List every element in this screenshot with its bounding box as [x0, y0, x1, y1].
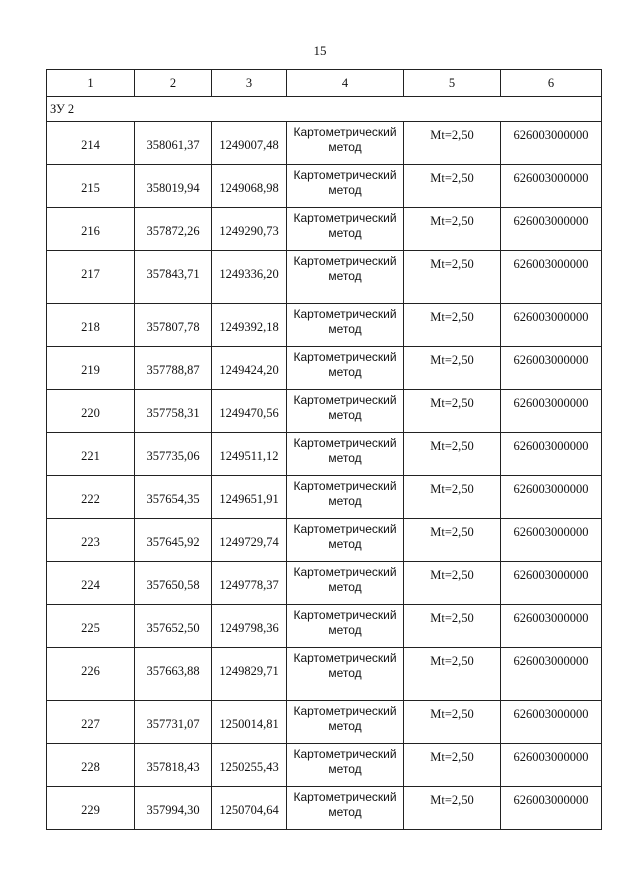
method-line-2: метод [328, 719, 362, 733]
accuracy-value: Mt=2,50 [430, 310, 474, 324]
table-row [47, 390, 602, 433]
section-row [47, 97, 602, 122]
point-number: 218 [81, 320, 100, 334]
accuracy-cell [404, 562, 501, 605]
y-coordinate-cell [212, 347, 287, 390]
accuracy-value: Mt=2,50 [430, 793, 474, 807]
code-cell [501, 476, 602, 519]
method-cell [287, 304, 404, 347]
code-cell [501, 648, 602, 701]
point-number: 221 [81, 449, 100, 463]
code-cell [501, 304, 602, 347]
accuracy-cell [404, 605, 501, 648]
point-number: 229 [81, 803, 100, 817]
code-cell [501, 562, 602, 605]
code-cell [501, 433, 602, 476]
point-number-cell [47, 562, 135, 605]
accuracy-value: Mt=2,50 [430, 750, 474, 764]
method-cell [287, 433, 404, 476]
x-coordinate-cell [135, 347, 212, 390]
point-number-cell [47, 433, 135, 476]
code-cell [501, 744, 602, 787]
method-line-2: метод [328, 537, 362, 551]
y-coordinate: 1250255,43 [219, 760, 279, 774]
method-line-1: Картометрический [293, 211, 397, 225]
method-line-1: Картометрический [293, 747, 397, 761]
x-coordinate-cell [135, 787, 212, 830]
code-cell [501, 605, 602, 648]
section-label: ЗУ 2 [47, 97, 602, 122]
method-cell [287, 605, 404, 648]
code-cell [501, 208, 602, 251]
point-number: 222 [81, 492, 100, 506]
code-value: 626003000000 [513, 396, 589, 410]
code-value: 626003000000 [513, 171, 589, 185]
y-coordinate: 1249511,12 [219, 449, 279, 463]
accuracy-value: Mt=2,50 [430, 611, 474, 625]
header-cell: 3 [212, 70, 287, 97]
method-line-1: Картометрический [293, 608, 397, 622]
accuracy-value: Mt=2,50 [430, 396, 474, 410]
table-row [47, 701, 602, 744]
y-coordinate: 1249829,71 [219, 664, 279, 678]
code-value: 626003000000 [513, 750, 589, 764]
code-value: 626003000000 [513, 525, 589, 539]
method-line-1: Картометрический [293, 393, 397, 407]
accuracy-value: Mt=2,50 [430, 128, 474, 142]
x-coordinate: 357663,88 [146, 664, 200, 678]
x-coordinate: 357652,50 [146, 621, 200, 635]
accuracy-value: Mt=2,50 [430, 439, 474, 453]
point-number-cell [47, 476, 135, 519]
method-line-1: Картометрический [293, 125, 397, 139]
method-line-2: метод [328, 140, 362, 154]
table-row [47, 122, 602, 165]
x-coordinate-cell [135, 251, 212, 304]
accuracy-value: Mt=2,50 [430, 654, 474, 668]
code-cell [501, 390, 602, 433]
x-coordinate-cell [135, 648, 212, 701]
method-line-1: Картометрический [293, 436, 397, 450]
method-line-2: метод [328, 322, 362, 336]
code-value: 626003000000 [513, 611, 589, 625]
method-line-2: метод [328, 762, 362, 776]
code-cell [501, 347, 602, 390]
x-coordinate: 358019,94 [146, 181, 200, 195]
page-number: 15 [313, 43, 327, 58]
method-cell [287, 122, 404, 165]
point-number-cell [47, 605, 135, 648]
method-cell [287, 519, 404, 562]
y-coordinate-cell [212, 562, 287, 605]
code-value: 626003000000 [513, 793, 589, 807]
point-number-cell [47, 304, 135, 347]
method-cell [287, 787, 404, 830]
code-value: 626003000000 [513, 128, 589, 142]
table-row [47, 165, 602, 208]
x-coordinate-cell [135, 605, 212, 648]
method-line-2: метод [328, 451, 362, 465]
table-row [47, 347, 602, 390]
code-value: 626003000000 [513, 654, 589, 668]
method-line-2: метод [328, 494, 362, 508]
point-number-cell [47, 787, 135, 830]
method-line-1: Картометрический [293, 790, 397, 804]
x-coordinate: 358061,37 [146, 138, 200, 152]
x-coordinate-cell [135, 390, 212, 433]
y-coordinate-cell [212, 701, 287, 744]
point-number-cell [47, 701, 135, 744]
accuracy-value: Mt=2,50 [430, 525, 474, 539]
y-coordinate-cell [212, 122, 287, 165]
method-line-1: Картометрический [293, 307, 397, 321]
y-coordinate: 1249424,20 [219, 363, 279, 377]
code-cell [501, 251, 602, 304]
method-line-1: Картометрический [293, 479, 397, 493]
point-number-cell [47, 251, 135, 304]
accuracy-cell [404, 122, 501, 165]
x-coordinate: 357650,58 [146, 578, 200, 592]
point-number-cell [47, 165, 135, 208]
x-coordinate-cell [135, 208, 212, 251]
accuracy-cell [404, 390, 501, 433]
point-number-cell [47, 519, 135, 562]
header-cell: 6 [501, 70, 602, 97]
y-coordinate-cell [212, 605, 287, 648]
x-coordinate-cell [135, 165, 212, 208]
method-cell [287, 648, 404, 701]
method-line-2: метод [328, 805, 362, 819]
accuracy-cell [404, 476, 501, 519]
code-value: 626003000000 [513, 257, 589, 271]
code-value: 626003000000 [513, 214, 589, 228]
method-cell [287, 562, 404, 605]
x-coordinate: 357788,87 [146, 363, 200, 377]
x-coordinate: 357735,06 [146, 449, 200, 463]
point-number: 214 [81, 138, 100, 152]
method-cell [287, 208, 404, 251]
y-coordinate-cell [212, 165, 287, 208]
y-coordinate-cell [212, 390, 287, 433]
method-cell [287, 476, 404, 519]
table-row [47, 605, 602, 648]
accuracy-cell [404, 165, 501, 208]
x-coordinate-cell [135, 744, 212, 787]
x-coordinate-cell [135, 519, 212, 562]
point-number-cell [47, 648, 135, 701]
accuracy-cell [404, 701, 501, 744]
accuracy-cell [404, 347, 501, 390]
x-coordinate: 357843,71 [146, 267, 200, 281]
table-row [47, 519, 602, 562]
point-number: 225 [81, 621, 100, 635]
code-cell [501, 165, 602, 208]
y-coordinate: 1249798,36 [219, 621, 279, 635]
method-line-2: метод [328, 183, 362, 197]
accuracy-cell [404, 304, 501, 347]
x-coordinate-cell [135, 562, 212, 605]
y-coordinate-cell [212, 304, 287, 347]
x-coordinate-cell [135, 304, 212, 347]
header-cell: 4 [287, 70, 404, 97]
y-coordinate: 1250014,81 [219, 717, 279, 731]
table-row [47, 433, 602, 476]
y-coordinate: 1249336,20 [219, 267, 279, 281]
header-row [47, 70, 602, 97]
accuracy-cell [404, 648, 501, 701]
accuracy-cell [404, 787, 501, 830]
point-number-cell [47, 208, 135, 251]
x-coordinate-cell [135, 122, 212, 165]
method-line-1: Картометрический [293, 254, 397, 268]
point-number-cell [47, 744, 135, 787]
x-coordinate: 357731,07 [146, 717, 200, 731]
code-value: 626003000000 [513, 568, 589, 582]
accuracy-cell [404, 433, 501, 476]
accuracy-cell [404, 519, 501, 562]
code-cell [501, 701, 602, 744]
y-coordinate: 1250704,64 [219, 803, 279, 817]
header-cell: 5 [404, 70, 501, 97]
x-coordinate: 357758,31 [146, 406, 200, 420]
y-coordinate: 1249470,56 [219, 406, 279, 420]
x-coordinate: 357807,78 [146, 320, 200, 334]
y-coordinate-cell [212, 433, 287, 476]
accuracy-cell [404, 744, 501, 787]
point-number: 227 [81, 717, 100, 731]
code-cell [501, 787, 602, 830]
point-number: 215 [81, 181, 100, 195]
method-cell [287, 251, 404, 304]
method-line-1: Картометрический [293, 565, 397, 579]
y-coordinate-cell [212, 251, 287, 304]
code-value: 626003000000 [513, 482, 589, 496]
accuracy-value: Mt=2,50 [430, 214, 474, 228]
table-row [47, 648, 602, 701]
coordinates-table [46, 69, 602, 830]
accuracy-value: Mt=2,50 [430, 568, 474, 582]
header-cell: 1 [47, 70, 135, 97]
point-number-cell [47, 347, 135, 390]
method-line-1: Картометрический [293, 704, 397, 718]
method-line-1: Картометрический [293, 350, 397, 364]
method-line-2: метод [328, 365, 362, 379]
x-coordinate: 357818,43 [146, 760, 200, 774]
table-row [47, 744, 602, 787]
code-value: 626003000000 [513, 439, 589, 453]
point-number: 223 [81, 535, 100, 549]
y-coordinate: 1249729,74 [219, 535, 279, 549]
y-coordinate-cell [212, 476, 287, 519]
y-coordinate: 1249068,98 [219, 181, 279, 195]
method-line-2: метод [328, 666, 362, 680]
table-row [47, 251, 602, 304]
accuracy-value: Mt=2,50 [430, 257, 474, 271]
table-row [47, 562, 602, 605]
y-coordinate-cell [212, 519, 287, 562]
point-number: 226 [81, 664, 100, 678]
code-cell [501, 519, 602, 562]
method-cell [287, 744, 404, 787]
y-coordinate: 1249392,18 [219, 320, 279, 334]
method-line-2: метод [328, 408, 362, 422]
table-row [47, 476, 602, 519]
accuracy-cell [404, 251, 501, 304]
header-cell: 2 [135, 70, 212, 97]
point-number-cell [47, 122, 135, 165]
method-cell [287, 347, 404, 390]
point-number: 224 [81, 578, 100, 592]
y-coordinate-cell [212, 208, 287, 251]
table-row [47, 787, 602, 830]
method-cell [287, 701, 404, 744]
point-number-cell [47, 390, 135, 433]
x-coordinate-cell [135, 701, 212, 744]
y-coordinate-cell [212, 744, 287, 787]
code-cell [501, 122, 602, 165]
x-coordinate: 357654,35 [146, 492, 200, 506]
table-row [47, 304, 602, 347]
x-coordinate: 357645,92 [146, 535, 200, 549]
point-number: 220 [81, 406, 100, 420]
x-coordinate: 357872,26 [146, 224, 200, 238]
method-cell [287, 165, 404, 208]
point-number: 219 [81, 363, 100, 377]
y-coordinate: 1249651,91 [219, 492, 279, 506]
point-number: 228 [81, 760, 100, 774]
point-number: 216 [81, 224, 100, 238]
method-line-1: Картометрический [293, 522, 397, 536]
method-line-2: метод [328, 269, 362, 283]
code-value: 626003000000 [513, 707, 589, 721]
code-value: 626003000000 [513, 353, 589, 367]
accuracy-value: Mt=2,50 [430, 707, 474, 721]
accuracy-cell [404, 208, 501, 251]
method-line-1: Картометрический [293, 168, 397, 182]
y-coordinate-cell [212, 648, 287, 701]
y-coordinate: 1249007,48 [219, 138, 279, 152]
method-line-2: метод [328, 623, 362, 637]
x-coordinate: 357994,30 [146, 803, 200, 817]
accuracy-value: Mt=2,50 [430, 353, 474, 367]
y-coordinate-cell [212, 787, 287, 830]
code-value: 626003000000 [513, 310, 589, 324]
accuracy-value: Mt=2,50 [430, 171, 474, 185]
x-coordinate-cell [135, 476, 212, 519]
y-coordinate: 1249290,73 [219, 224, 279, 238]
x-coordinate-cell [135, 433, 212, 476]
method-cell [287, 390, 404, 433]
method-line-1: Картометрический [293, 651, 397, 665]
table-row [47, 208, 602, 251]
accuracy-value: Mt=2,50 [430, 482, 474, 496]
point-number: 217 [81, 267, 100, 281]
method-line-2: метод [328, 226, 362, 240]
method-line-2: метод [328, 580, 362, 594]
y-coordinate: 1249778,37 [219, 578, 279, 592]
